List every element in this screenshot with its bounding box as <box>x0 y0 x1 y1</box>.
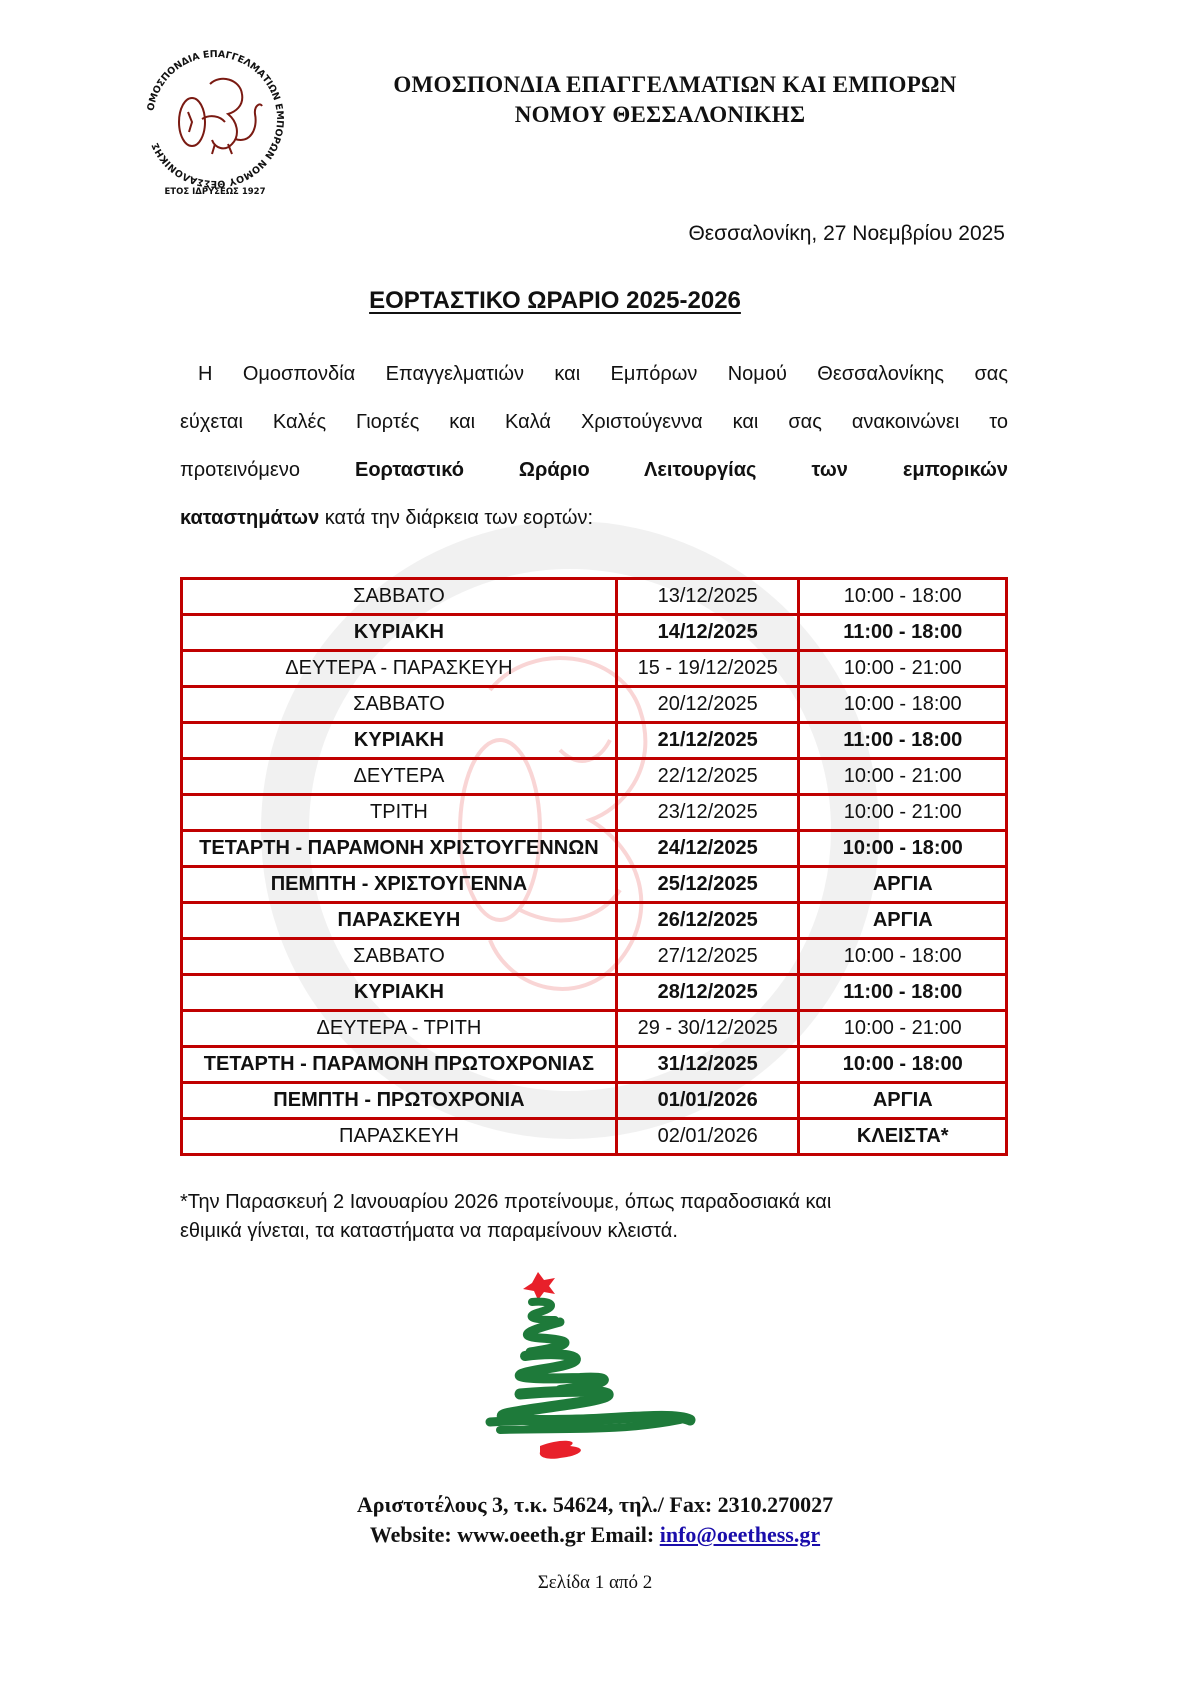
footer-address: Αριστοτέλους 3, τ.κ. 54624, τηλ./ Fax: 2310.270027 <box>356 1492 834 1517</box>
schedule-day: ΠΑΡΑΣΚΕΥΗ <box>182 903 617 939</box>
schedule-hours: ΑΡΓΙΑ <box>799 903 1007 939</box>
schedule-row <box>182 903 1007 939</box>
schedule-hours: ΑΡΓΙΑ <box>799 867 1007 903</box>
document-title: ΕΟΡΤΑΣΤΙΚΟ ΩΡΑΡΙΟ 2025-2026 <box>369 287 741 314</box>
schedule-day: ΣΑΒΒΑΤΟ <box>182 939 617 975</box>
federation-logo <box>140 44 290 204</box>
schedule-row <box>182 579 1007 615</box>
schedule-date: 31/12/2025 <box>616 1047 799 1083</box>
schedule-date: 26/12/2025 <box>616 903 799 939</box>
intro-line-4: καταστημάτων κατά την διάρκεια των εορτών: <box>180 507 594 529</box>
schedule-date: 20/12/2025 <box>616 687 799 723</box>
schedule-day: ΔΕΥΤΕΡΑ <box>182 759 617 795</box>
page-number: Σελίδα 1 από 2 <box>537 1572 653 1593</box>
schedule-hours: 10:00 - 21:00 <box>799 1011 1007 1047</box>
tree-branches <box>490 1302 690 1430</box>
schedule-row <box>182 1119 1007 1155</box>
schedule-row <box>182 795 1007 831</box>
org-title-line2: ΝΟΜΟΥ ΘΕΣΣΑΛΟΝΙΚΗΣ <box>514 102 806 127</box>
holiday-schedule-table <box>180 577 1008 1156</box>
intro-paragraph <box>180 350 1008 542</box>
schedule-hours: 11:00 - 18:00 <box>799 723 1007 759</box>
tree-star <box>523 1272 555 1300</box>
schedule-hours: 10:00 - 18:00 <box>799 1047 1007 1083</box>
schedule-hours: 10:00 - 21:00 <box>799 759 1007 795</box>
schedule-row <box>182 615 1007 651</box>
schedule-hours: 10:00 - 18:00 <box>799 831 1007 867</box>
schedule-hours: ΚΛΕΙΣΤΑ* <box>799 1119 1007 1155</box>
schedule-date: 29 - 30/12/2025 <box>616 1011 799 1047</box>
schedule-date: 21/12/2025 <box>616 723 799 759</box>
schedule-hours: 11:00 - 18:00 <box>799 615 1007 651</box>
schedule-day: ΠΕΜΠΤΗ - ΠΡΩΤΟΧΡΟΝΙΑ <box>182 1083 617 1119</box>
schedule-day: ΚΥΡΙΑΚΗ <box>182 723 617 759</box>
schedule-row <box>182 831 1007 867</box>
schedule-hours: 10:00 - 18:00 <box>799 579 1007 615</box>
schedule-row <box>182 939 1007 975</box>
intro-line-1: Η Ομοσπονδία Επαγγελματιών και Εμπόρων Νομού Θεσσαλονίκης σας <box>198 363 1008 385</box>
footer-web-email: Website: www.oeeth.gr Email: info@oeethess.gr <box>369 1522 821 1547</box>
schedule-row <box>182 867 1007 903</box>
schedule-date: 01/01/2026 <box>616 1083 799 1119</box>
schedule-row <box>182 759 1007 795</box>
schedule-day: ΤΕΤΑΡΤΗ - ΠΑΡΑΜΟΝΗ ΠΡΩΤΟΧΡΟΝΙΑΣ <box>182 1047 617 1083</box>
schedule-date: 25/12/2025 <box>616 867 799 903</box>
christmas-tree-icon <box>470 1270 710 1470</box>
footer-contact <box>0 1490 1190 1550</box>
schedule-day: ΚΥΡΙΑΚΗ <box>182 975 617 1011</box>
tree-trunk <box>540 1441 581 1459</box>
svg-text:ΟΜΟΣΠΟΝΔΙΑ ΕΠΑΓΓΕΛΜΑΤΙΩΝ ΕΜΠΟΡ <box>146 49 286 189</box>
schedule-row <box>182 651 1007 687</box>
schedule-day: ΣΑΒΒΑΤΟ <box>182 579 617 615</box>
schedule-hours: 10:00 - 18:00 <box>799 687 1007 723</box>
schedule-row <box>182 723 1007 759</box>
org-title <box>310 70 1010 130</box>
logo-ring-text: ΟΜΟΣΠΟΝΔΙΑ ΕΠΑΓΓΕΛΜΑΤΙΩΝ ΕΜΠΟΡΩΝ ΝΟΜΟΥ ΘΕΣΣΑΛΟΝΙΚΗΣ <box>145 48 286 190</box>
intro-emphasis: Εορταστικό Ωράριο Λειτουργίας των εμπορικών <box>355 459 1008 481</box>
intro-line-3: προτεινόμενο Εορταστικό Ωράριο Λειτουργίας των εμπορικών <box>180 459 1008 481</box>
lion-icon <box>179 79 262 154</box>
intro-line-2: εύχεται Καλές Γιορτές και Καλά Χριστούγεννα και σας ανακοινώνει το <box>180 411 1008 433</box>
schedule-date: 27/12/2025 <box>616 939 799 975</box>
date-line: Θεσσαλονίκη, 27 Νοεμβρίου 2025 <box>688 222 1005 245</box>
footnote <box>180 1188 1000 1246</box>
logo-founded: ΕΤΟΣ ΙΔΡΥΣΕΩΣ 1927 <box>164 187 266 197</box>
schedule-hours: ΑΡΓΙΑ <box>799 1083 1007 1119</box>
email-link[interactable]: info@oeethess.gr <box>659 1522 821 1547</box>
schedule-hours: 10:00 - 18:00 <box>799 939 1007 975</box>
schedule-date: 13/12/2025 <box>616 579 799 615</box>
org-title-line1: ΟΜΟΣΠΟΝΔΙΑ ΕΠΑΓΓΕΛΜΑΤΙΩΝ ΚΑΙ ΕΜΠΟΡΩΝ <box>393 72 957 97</box>
schedule-day: ΤΕΤΑΡΤΗ - ΠΑΡΑΜΟΝΗ ΧΡΙΣΤΟΥΓΕΝΝΩΝ <box>182 831 617 867</box>
schedule-day: ΔΕΥΤΕΡΑ - ΠΑΡΑΣΚΕΥΗ <box>182 651 617 687</box>
schedule-row <box>182 1011 1007 1047</box>
schedule-date: 24/12/2025 <box>616 831 799 867</box>
schedule-date: 02/01/2026 <box>616 1119 799 1155</box>
schedule-row <box>182 1047 1007 1083</box>
schedule-hours: 11:00 - 18:00 <box>799 975 1007 1011</box>
footnote-line-1: *Την Παρασκευή 2 Ιανουαρίου 2026 προτείνουμε, όπως παραδοσιακά και <box>180 1191 832 1213</box>
schedule-day: ΚΥΡΙΑΚΗ <box>182 615 617 651</box>
schedule-row <box>182 687 1007 723</box>
schedule-day: ΔΕΥΤΕΡΑ - ΤΡΙΤΗ <box>182 1011 617 1047</box>
schedule-day: ΣΑΒΒΑΤΟ <box>182 687 617 723</box>
schedule-date: 14/12/2025 <box>616 615 799 651</box>
schedule-row <box>182 975 1007 1011</box>
schedule-row <box>182 1083 1007 1119</box>
schedule-date: 23/12/2025 <box>616 795 799 831</box>
footnote-line-2: εθιμικά γίνεται, τα καταστήματα να παραμείνουν κλειστά. <box>180 1220 678 1242</box>
schedule-day: ΤΡΙΤΗ <box>182 795 617 831</box>
schedule-hours: 10:00 - 21:00 <box>799 651 1007 687</box>
schedule-date: 15 - 19/12/2025 <box>616 651 799 687</box>
schedule-hours: 10:00 - 21:00 <box>799 795 1007 831</box>
schedule-date: 22/12/2025 <box>616 759 799 795</box>
schedule-date: 28/12/2025 <box>616 975 799 1011</box>
schedule-day: ΠΑΡΑΣΚΕΥΗ <box>182 1119 617 1155</box>
schedule-day: ΠΕΜΠΤΗ - ΧΡΙΣΤΟΥΓΕΝΝΑ <box>182 867 617 903</box>
